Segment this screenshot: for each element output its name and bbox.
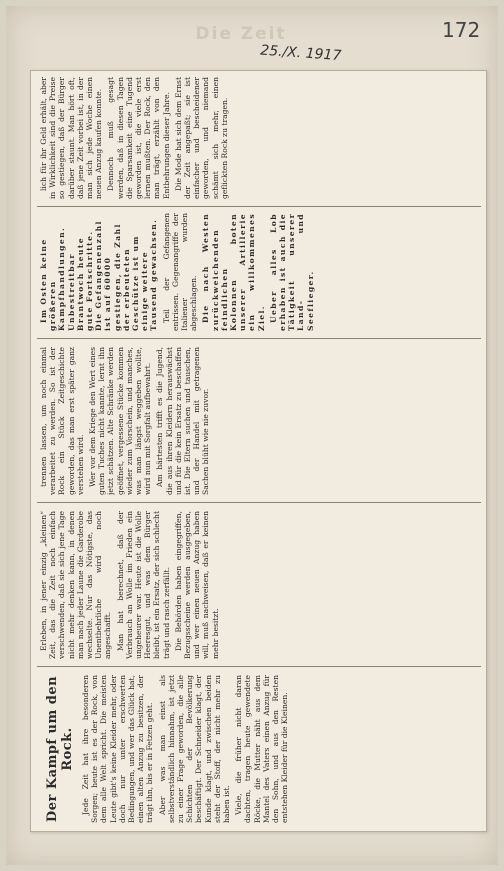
- paragraph: Viele, die früher nicht daran dachten, tragen heute gewendete Röcke, die Mutter näht aus dem Mantel des Vaters einen Anzug für den Sohn, und aus den Resten entstehen Kleider für die Kleinen.: [234, 675, 290, 823]
- column-1: [39, 675, 479, 823]
- paragraph: Am härtesten trifft es die Jugend, die aus ihren Kleidern herauswächst und für die kein Ersatz zu beschaffen ist. Die Eltern suchen und tauschen, und der Handel mit getragenen Sachen blüht wie nie zuvor.: [155, 347, 211, 495]
- paragraph: lich für ihr Geld erhält, aber in Wirklichkeit sind die Preise so gestiegen, daß der Bürger darüber staunt. Man hört oft, daß jene Zeit vorbei ist, in der man sich jede Woche einen neuen Anzug kaufen konnte.: [39, 77, 104, 199]
- paragraph: Wer vor dem Kriege den Wert eines guten Tuches nicht kannte, lernt ihn jetzt schätzen. Alte Schränke werden geöffnet, vergessene Stücke kommen wieder zum Vorschein, und manches, was man längst weggeben wollte, wird nun mit Sorgfalt aufbewahrt.: [88, 347, 153, 495]
- paragraph: Jede Zeit hat ihre besonderen Sorgen; heute ist es der Rock, von dem alle Welt spricht. Die meisten Leute gibt's keine Kleider mehr, oder doch nur unter erschwerten Bedingungen, und wer das Glück hat, einen alten Anzug zu besitzen, der trägt ihn, bis er in Fetzen geht.: [81, 675, 155, 823]
- paragraph: Dennoch muß gesagt werden, daß in diesen Tagen die Sparsamkeit eine Tugend geworden ist, die viele erst lernen mußten. Der Rock, den man trägt, erzählt von den Entbehrungen dieser Jahre.: [106, 77, 171, 199]
- column-4-war-report: [39, 213, 479, 331]
- paragraph: Man hat berechnet, daß der Verbrauch an Wolle im Frieden ein ungeheurer war. Heute ist die Wolle Heeresgut, und was dem Bürger bleibt, ist ein Ersatz, der sich schlecht trägt und rasch zerfällt.: [115, 511, 171, 659]
- paragraph: Die Mode hat sich dem Ernst der Zeit angepaßt; sie ist einfacher und bescheidener geworden, und niemand schämt sich mehr, einen geflickten Rock zu tragen.: [173, 77, 229, 199]
- paragraph: Ueber alles Lob erhaben ist auch die Tätigkeit unserer Land- und Seeflieger.: [268, 213, 315, 331]
- article-title: Der Kampf um den Rock.: [45, 675, 75, 823]
- handwritten-date: 25./X. 1917: [259, 42, 342, 65]
- paragraph: Aber was man einst als selbstverständlich hinnahm, ist jetzt zu einer Frage geworden, die alle Schichten der Bevölkerung beschäftigt. Der Schneider klagt, der Kunde klagt, und zwischen beiden steht der Stoff, der nicht mehr zu haben ist.: [157, 675, 232, 823]
- paragraph: Erleben, in jener einzig „kleinen“ Zeit, das die Zeit noch einfach verschwenden, daß sie sich jene Tage nicht mehr denken kann, in denen man nach jeder Laune die Garderobe wechselte. Nur das Nötigste, das Unentbehrliche wird noch angeschafft.: [39, 511, 113, 659]
- column-2: [39, 511, 479, 659]
- column-divider: [37, 666, 481, 667]
- paragraph: Die nach Westen zurückweichenden feindlichen Kolonnen boten unserer Artillerie ein willkommenes Ziel.: [201, 213, 266, 331]
- column-3: [39, 347, 479, 495]
- column-5: [39, 77, 479, 199]
- paragraph: trennen lassen, um noch einmal verarbeitet zu werden. So ist der Rock ein Stück Zeitgeschichte geworden, das man erst später ganz verstehen wird.: [39, 347, 85, 495]
- column-divider: [37, 206, 481, 207]
- page-number: 172: [442, 18, 481, 42]
- newspaper-clipping: [30, 70, 487, 832]
- war-bulletin: Im Osten keine größeren Kampfhandlungen. Unbestreitbar Brantwoch heute gute Fortschritte. Die Gefangenenzahl ist auf 60000 gestiegen, die Zahl der erbeuteten Geschütze ist um einige weitere Tausend gewachsen.: [39, 218, 159, 331]
- rotated-text-block: [31, 71, 486, 831]
- paragraph: Die Behörden haben eingegriffen, Bezugsscheine werden ausgegeben, und wer einen neuen Anzug haben will, muß nachweisen, daß er keinen mehr besitzt.: [173, 511, 220, 659]
- faded-stamp: Die Zeit: [195, 24, 287, 44]
- column-divider: [37, 502, 481, 503]
- paragraph: Teil der Gefangenen entrissen. Gegenangriffe der Italiener wurden abgeschlagen.: [161, 213, 199, 331]
- column-divider: [37, 338, 481, 339]
